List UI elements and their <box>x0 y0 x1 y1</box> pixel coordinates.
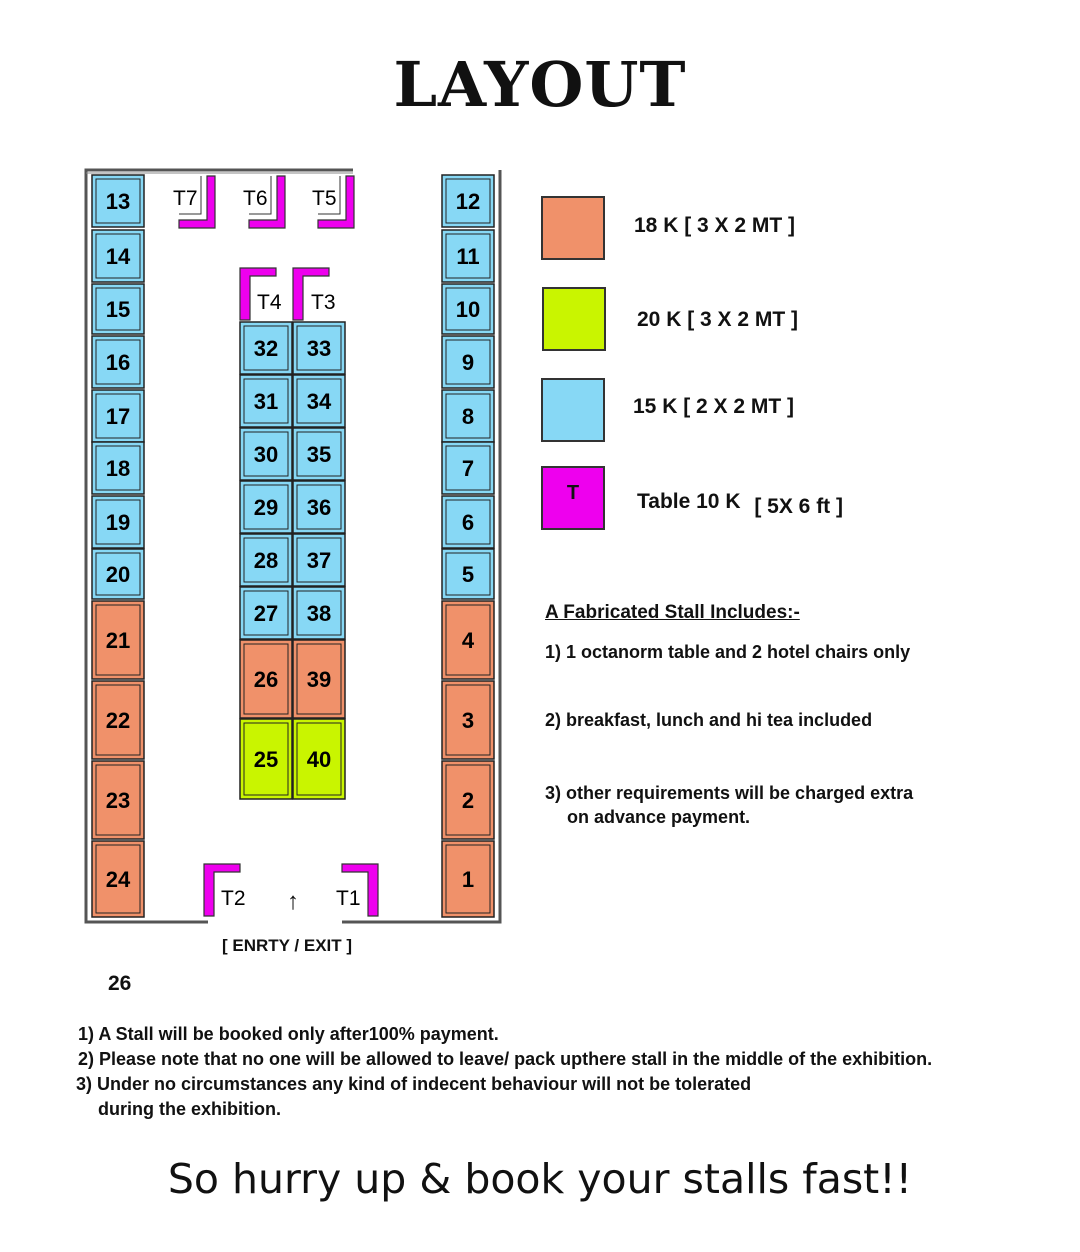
note-item: 1) A Stall will be booked only after100% payment. <box>78 1024 499 1044</box>
stall-label: 3 <box>461 708 475 733</box>
includes-item: 2) breakfast, lunch and hi tea included <box>545 710 873 730</box>
notes <box>78 1022 1038 1122</box>
entry-arrow-icon: ↑ <box>287 888 299 915</box>
legend-table-price: Table 10 K <box>637 490 741 513</box>
stall-label: 2 <box>461 788 475 813</box>
stall-label: 26 <box>253 667 279 692</box>
stall-5 <box>442 549 494 599</box>
table-T1 <box>336 864 378 916</box>
stall-label: 29 <box>253 495 279 520</box>
stall-label: 28 <box>253 548 279 573</box>
stall-32 <box>240 322 292 374</box>
stall-8 <box>442 390 494 442</box>
legend-swatch-table <box>541 466 605 530</box>
stall-label: 37 <box>306 548 332 573</box>
stall-label: 31 <box>253 389 279 414</box>
table-label: T2 <box>221 887 246 910</box>
stall-12 <box>442 175 494 227</box>
stall-6 <box>442 496 494 548</box>
stall-34 <box>293 375 345 427</box>
legend-swatch-20k <box>542 287 606 351</box>
stall-40 <box>293 719 345 799</box>
stall-35 <box>293 428 345 480</box>
stall-4 <box>442 601 494 679</box>
stall-11 <box>442 230 494 282</box>
stall-label: 40 <box>306 747 332 772</box>
stall-label: 7 <box>461 456 475 481</box>
table-label: T3 <box>311 291 336 314</box>
stall-label: 22 <box>105 708 131 733</box>
stall-label: 33 <box>306 336 332 361</box>
stall-15 <box>92 284 144 334</box>
stall-20 <box>92 549 144 599</box>
stall-label: 34 <box>306 389 332 414</box>
stall-label: 18 <box>105 456 131 481</box>
stall-37 <box>293 534 345 586</box>
entry-exit-label: [ ENRTY / EXIT ] <box>222 936 353 955</box>
stall-label: 13 <box>105 189 131 214</box>
legend-label-18k: 18 K [ 3 X 2 MT ] <box>634 214 796 237</box>
includes-item: 3) other requirements will be charged extra <box>545 783 914 803</box>
table-label: T6 <box>243 187 268 210</box>
stall-label: 10 <box>455 297 481 322</box>
stall-label: 24 <box>105 867 131 892</box>
stall-label: 20 <box>105 562 131 587</box>
stall-24 <box>92 841 144 917</box>
table-T2 <box>204 864 246 916</box>
includes-item: on advance payment. <box>567 807 751 827</box>
stall-23 <box>92 761 144 839</box>
stall-19 <box>92 496 144 548</box>
table-label: T7 <box>173 187 198 210</box>
table-T6 <box>243 176 285 228</box>
stall-label: 15 <box>105 297 131 322</box>
stall-label: 14 <box>105 244 131 269</box>
stall-label: 25 <box>253 747 279 772</box>
stall-label: 8 <box>461 404 475 429</box>
includes-item: 1) 1 octanorm table and 2 hotel chairs only <box>545 642 911 662</box>
stall-label: 6 <box>461 510 475 535</box>
stall-label: 17 <box>105 404 131 429</box>
stall-28 <box>240 534 292 586</box>
stall-16 <box>92 336 144 388</box>
stall-13 <box>92 175 144 227</box>
stall-label: 32 <box>253 336 279 361</box>
footer-call-to-action: So hurry up & book your stalls fast!! <box>167 1155 913 1203</box>
table-label: T1 <box>336 887 361 910</box>
legend-table-symbol: T <box>566 481 580 504</box>
note-item: 2) Please note that no one will be allowed to leave/ pack upthere stall in the middle of the exhibition. <box>78 1049 933 1069</box>
stall-label: 36 <box>306 495 332 520</box>
legend-swatch-18k <box>541 196 605 260</box>
note-item: during the exhibition. <box>98 1099 281 1119</box>
stall-label: 21 <box>105 628 131 653</box>
stall-36 <box>293 481 345 533</box>
stall-label: 1 <box>461 867 475 892</box>
stall-39 <box>293 640 345 718</box>
stall-10 <box>442 284 494 334</box>
stall-label: 23 <box>105 788 131 813</box>
stall-label: 39 <box>306 667 332 692</box>
table-label: T5 <box>312 187 337 210</box>
stall-29 <box>240 481 292 533</box>
stall-label: 30 <box>253 442 279 467</box>
stall-3 <box>442 681 494 759</box>
table-T3 <box>293 268 336 320</box>
stall-27 <box>240 587 292 639</box>
stall-30 <box>240 428 292 480</box>
stall-label: 27 <box>253 601 279 626</box>
note-item: 3) Under no circumstances any kind of indecent behaviour will not be tolerated <box>76 1074 752 1094</box>
stall-label: 4 <box>461 628 475 653</box>
table-label: T4 <box>257 291 282 314</box>
stall-1 <box>442 841 494 917</box>
stall-label: 9 <box>461 350 475 375</box>
table-T4 <box>240 268 282 320</box>
stall-25 <box>240 719 292 799</box>
stall-label: 16 <box>105 350 131 375</box>
page-title: LAYOUT <box>393 48 687 121</box>
stall-9 <box>442 336 494 388</box>
table-T5 <box>312 176 354 228</box>
stall-33 <box>293 322 345 374</box>
stall-14 <box>92 230 144 282</box>
stall-7 <box>442 442 494 494</box>
stall-31 <box>240 375 292 427</box>
legend-label-20k: 20 K [ 3 X 2 MT ] <box>637 308 799 331</box>
page-number: 26 <box>108 972 132 995</box>
legend-label-table <box>637 490 844 518</box>
includes-heading: A Fabricated Stall Includes:- <box>545 602 800 623</box>
legend-table-size: [ 5X 6 ft ] <box>754 495 844 518</box>
stall-22 <box>92 681 144 759</box>
legend-label-15k: 15 K [ 2 X 2 MT ] <box>633 395 795 418</box>
stall-label: 11 <box>456 244 480 269</box>
stall-label: 12 <box>455 189 481 214</box>
stall-label: 5 <box>461 562 475 587</box>
stall-2 <box>442 761 494 839</box>
stall-18 <box>92 442 144 494</box>
stall-label: 19 <box>105 510 131 535</box>
table-T7 <box>173 176 215 228</box>
legend-swatch-15k <box>541 378 605 442</box>
stall-26 <box>240 640 292 718</box>
stall-17 <box>92 390 144 442</box>
stall-21 <box>92 601 144 679</box>
stall-38 <box>293 587 345 639</box>
stall-label: 38 <box>306 601 332 626</box>
stall-label: 35 <box>306 442 332 467</box>
